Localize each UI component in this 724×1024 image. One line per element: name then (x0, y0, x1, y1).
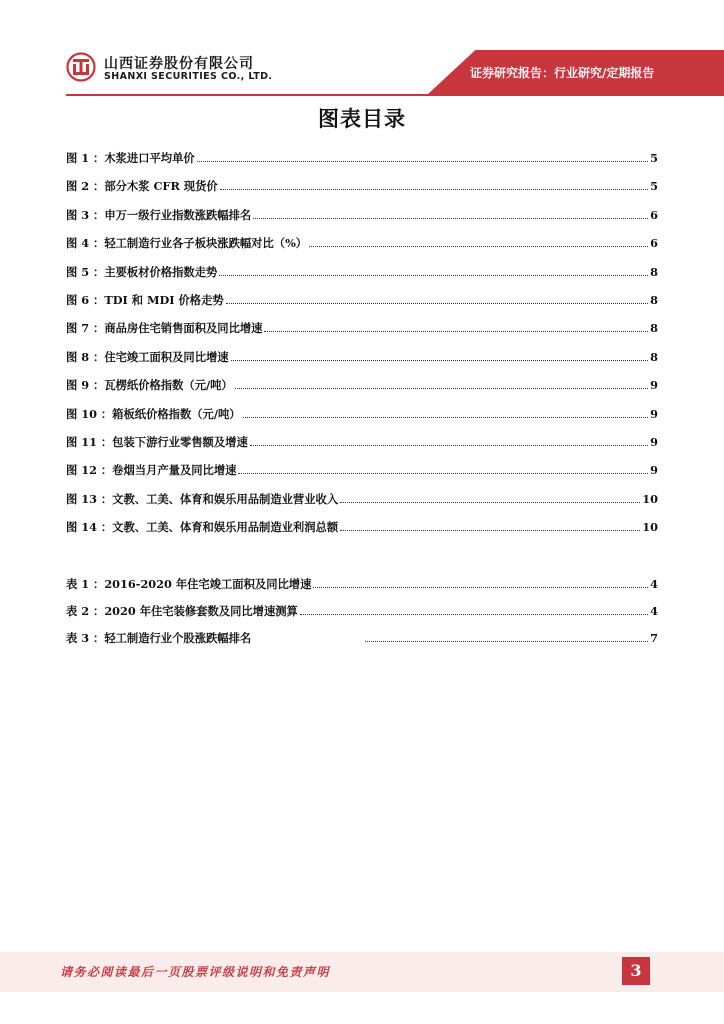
dot-leader (235, 387, 648, 389)
toc-entry-label: 表 2 ：2020 年住宅装修套数及同比增速测算 (66, 604, 298, 618)
toc-entry[interactable] (66, 519, 658, 547)
toc-entry-label: 图 4 ：轻工制造行业各子板块涨跌幅对比（%） (66, 236, 308, 251)
page-header (0, 0, 724, 100)
dot-leader (238, 472, 648, 474)
company-name-en: SHANXI SECURITIES CO., LTD. (104, 71, 273, 82)
dot-leader (300, 613, 648, 615)
dot-leader (253, 217, 648, 219)
toc-entry-label: 图 10 ：箱板纸价格指数（元/吨） (66, 406, 241, 421)
toc-entry-page: 9 (650, 463, 658, 478)
toc-entry-page: 8 (650, 264, 658, 279)
dot-leader (226, 302, 648, 304)
toc-entry-label: 图 12 ：卷烟当月产量及同比增速 (66, 463, 237, 478)
toc-entry-page: 8 (650, 321, 658, 336)
toc-entry[interactable] (66, 377, 658, 405)
toc-entry[interactable] (66, 630, 658, 657)
toc-entry-page: 7 (650, 631, 658, 645)
toc-entry-page: 6 (650, 236, 658, 251)
toc-entry[interactable] (66, 178, 658, 206)
toc-entry-label: 图 8 ：住宅竣工面积及同比增速 (66, 349, 229, 364)
toc-entry-page: 9 (650, 434, 658, 449)
page-title: 图表目录 (318, 106, 406, 131)
toc-entry-page: 8 (650, 349, 658, 364)
toc-entry[interactable] (66, 491, 658, 519)
report-type-label: 证券研究报告：行业研究/定期报告 (470, 66, 655, 80)
dot-leader (365, 640, 648, 642)
toc-entry-page: 9 (650, 406, 658, 421)
dot-leader (313, 586, 648, 588)
dot-leader (197, 160, 648, 162)
toc-entry-page: 8 (650, 292, 658, 307)
toc-entry-label: 表 1 ：2016-2020 年住宅竣工面积及同比增速 (66, 577, 312, 591)
toc-entry-label: 图 14 ：文教、工美、体育和娱乐用品制造业利润总额 (66, 520, 339, 535)
toc-entry-label: 图 6 ：TDI 和 MDI 价格走势 (66, 292, 224, 307)
toc-entry[interactable] (66, 207, 658, 235)
toc-entry-page: 5 (650, 179, 658, 194)
dot-leader (243, 416, 649, 418)
toc-entry-label: 图 3 ：申万一级行业指数涨跌幅排名 (66, 207, 252, 222)
toc-entry-label: 图 11 ：包装下游行业零售额及增速 (66, 434, 248, 449)
dot-leader (219, 274, 648, 276)
dot-leader (309, 245, 648, 247)
toc-entry-page: 10 (642, 491, 658, 506)
toc-entry-label: 图 9 ：瓦楞纸价格指数（元/吨） (66, 378, 233, 393)
disclaimer-text: 请务必阅读最后一页股票评级说明和免责声明 (60, 965, 331, 979)
toc-entry[interactable] (66, 462, 658, 490)
toc-entry-page: 4 (650, 604, 658, 618)
dot-leader (231, 359, 649, 361)
toc-entry[interactable] (66, 406, 658, 434)
dot-leader (250, 444, 648, 446)
toc-entry[interactable] (66, 576, 658, 603)
toc-entry[interactable] (66, 235, 658, 263)
toc-entry-label: 表 3 ：轻工制造行业个股涨跌幅排名 (66, 631, 252, 645)
toc-entry-page: 5 (650, 151, 658, 165)
toc-entry-label: 图 5 ：主要板材价格指数走势 (66, 264, 218, 279)
toc-entry-label: 图 2 ：部分木浆 CFR 现货价 (66, 179, 218, 194)
toc-entry-page: 6 (650, 207, 658, 222)
company-name-cn: 山西证券股份有限公司 (104, 56, 254, 72)
toc-entry[interactable] (66, 292, 658, 320)
toc-entry[interactable] (66, 434, 658, 462)
dot-leader (340, 529, 640, 531)
figure-list (66, 150, 658, 547)
toc-entry-label: 图 13 ：文教、工美、体育和娱乐用品制造业营业收入 (66, 491, 339, 506)
page-number: 3 (622, 957, 650, 985)
toc-entry-label: 图 1 ：木浆进口平均单价 (66, 151, 195, 165)
dot-leader (340, 501, 640, 503)
toc-entry[interactable] (66, 349, 658, 377)
company-logo-icon (66, 52, 96, 82)
toc-entry-page: 9 (650, 378, 658, 393)
toc-entry[interactable] (66, 603, 658, 630)
dot-leader (264, 330, 648, 332)
toc-entry[interactable] (66, 320, 658, 348)
toc-entry[interactable] (66, 264, 658, 292)
toc-entry[interactable] (66, 150, 658, 178)
dot-leader (220, 188, 648, 190)
toc-entry-page: 4 (650, 577, 658, 591)
toc-entry-page: 10 (642, 520, 658, 535)
toc-entry-label: 图 7 ：商品房住宅销售面积及同比增速 (66, 321, 263, 336)
header-divider (66, 94, 724, 96)
table-list (66, 576, 658, 657)
